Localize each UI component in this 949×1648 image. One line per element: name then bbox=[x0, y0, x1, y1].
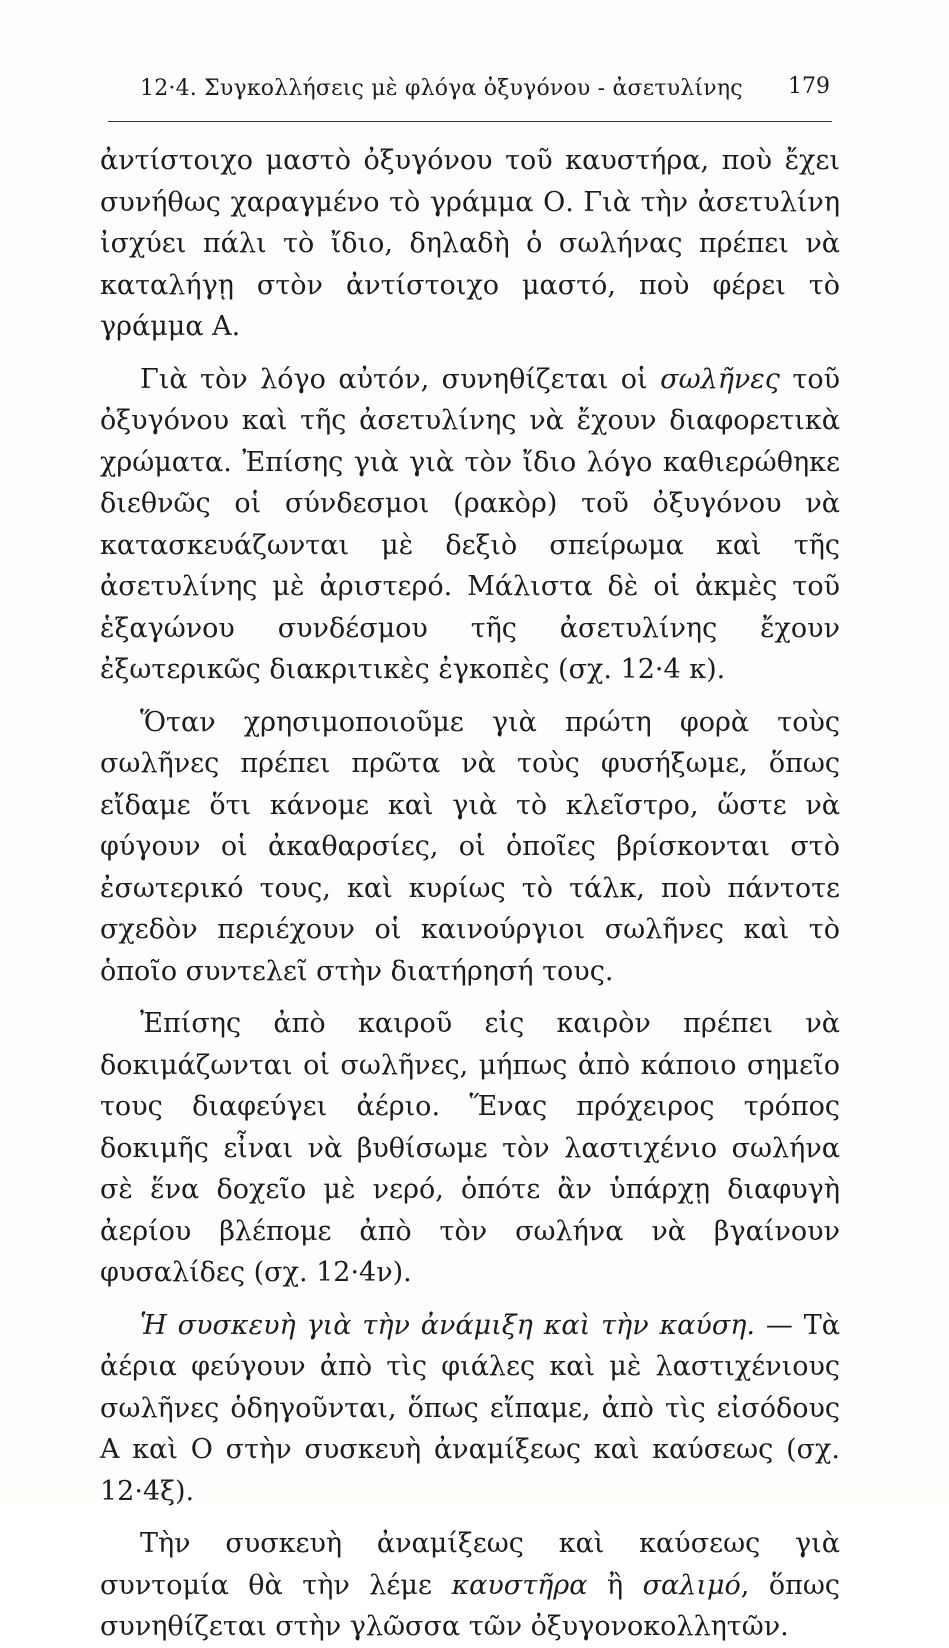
text-segment: Ἐπίσης ἀπὸ καιροῦ εἰς καιρὸν πρέπει νὰ δοκιμάζωνται οἱ σωλῆνες, μήπως ἀπὸ κάποιο σημεῖο τους διαφεύγει ἀέριο. Ἕνας πρόχειρος τρόπος δοκιμῆς εἶναι νὰ βυθίσωμε τὸν λαστιχένιο σωλήνα σὲ ἕνα δοχεῖο μὲ νερό, ὁπότε ἂν ὑπάρχῃ διαφυγὴ ἀερίου βλέπομε ἀπὸ τὸν σωλήνα νὰ βγαίνουν φυσαλίδες (σχ. 12·4ν). bbox=[100, 1008, 840, 1288]
text-segment: Τὴν συσκευὴ ἀναμίξεως καὶ καύσεως γιὰ συντομία θὰ τὴν λέμε bbox=[100, 1528, 840, 1601]
italic-heading: Ἡ συσκευὴ γιὰ τὴν ἀνάμιξη καὶ τὴν καύση. bbox=[140, 1309, 756, 1341]
italic-term: καυστῆρα bbox=[451, 1569, 588, 1601]
header-rule bbox=[108, 121, 832, 122]
page-number: 179 bbox=[788, 74, 830, 99]
section-title: 12·4. Συγκολλήσεις μὲ φλόγα ὀξυγόνου - ἀσετυλίνης bbox=[140, 76, 743, 101]
text-segment: — Τὰ ἀέρια φεύγουν ἀπὸ τὶς φιάλες καὶ μὲ λαστιχένιους σωλῆνες ὁδηγοῦνται, ὅπως εἴπαμε, ἀπὸ τὶς εἰσόδους Α καὶ Ο στὴν συσκευὴ ἀναμίξεως καὶ καύσεως (σχ. 12·4ξ). bbox=[100, 1309, 840, 1507]
paragraph bbox=[100, 359, 840, 691]
paragraph bbox=[100, 140, 840, 348]
text-segment: ἢ bbox=[587, 1569, 643, 1601]
paragraph bbox=[100, 702, 840, 993]
italic-term: σωλῆνες bbox=[660, 363, 780, 395]
text-segment: Ὅταν χρησιμοποιοῦμε γιὰ πρώτη φορὰ τοὺς σωλῆνες πρέπει πρῶτα νὰ τοὺς φυσήξωμε, ὅπως εἴδαμε ὅτι κάνομε καὶ γιὰ τὸ κλεῖστρο, ὥστε νὰ φύγουν οἱ ἀκαθαρσίες, οἱ ὁποῖες βρίσκονται στὸ ἐσωτερικό τους, καὶ κυρίως τὸ τάλκ, ποὺ πάντοτε σχεδὸν περιέχουν οἱ καινούργιοι σωλῆνες καὶ τὸ ὁποῖο συντελεῖ στὴν διατήρησή τους. bbox=[100, 706, 840, 987]
paragraph bbox=[100, 1003, 840, 1294]
text-segment: , ὅπως συνηθίζεται στὴν γλῶσσα τῶν ὀξυγονοκολλητῶν. bbox=[100, 1569, 840, 1642]
paragraph bbox=[100, 1523, 840, 1648]
body-text bbox=[100, 140, 840, 1648]
italic-term: σαλιμό bbox=[642, 1569, 741, 1601]
paragraph bbox=[100, 1305, 840, 1513]
text-segment: ἀντίστοιχο μαστὸ ὀξυγόνου τοῦ καυστήρα, ποὺ ἔχει συνήθως χαραγμένο τὸ γράμμα Ο. Γιὰ τὴν ἀσετυλίνη ἰσχύει πάλι τὸ ἴδιο, δηλαδὴ ὁ σωλήνας πρέπει νὰ καταλήγῃ στὸν ἀντίστοιχο μαστό, ποὺ φέρει τὸ γράμμα Α. bbox=[100, 145, 840, 342]
text-segment: Γιὰ τὸν λόγο αὐτόν, συνηθίζεται οἱ bbox=[140, 363, 661, 395]
text-segment: τοῦ ὀξυγόνου καὶ τῆς ἀσετυλίνης νὰ ἔχουν διαφορετικὰ χρώματα. Ἐπίσης γιὰ γιὰ τὸν ἴδιο λόγο καθιερώθηκε διεθνῶς οἱ σύνδεσμοι (ρακὸρ) τοῦ ὀξυγόνου νὰ κατασκευάζωνται μὲ δεξιὸ σπείρωμα καὶ τῆς ἀσετυλίνης μὲ ἀριστερό. Μάλιστα δὲ οἱ ἀκμὲς τοῦ ἑξαγώνου συνδέσμου τῆς ἀσετυλίνης ἔχουν ἐξωτερικῶς διακριτικὲς ἐγκοπὲς (σχ. 12·4 κ). bbox=[100, 363, 840, 685]
running-header bbox=[140, 76, 830, 106]
